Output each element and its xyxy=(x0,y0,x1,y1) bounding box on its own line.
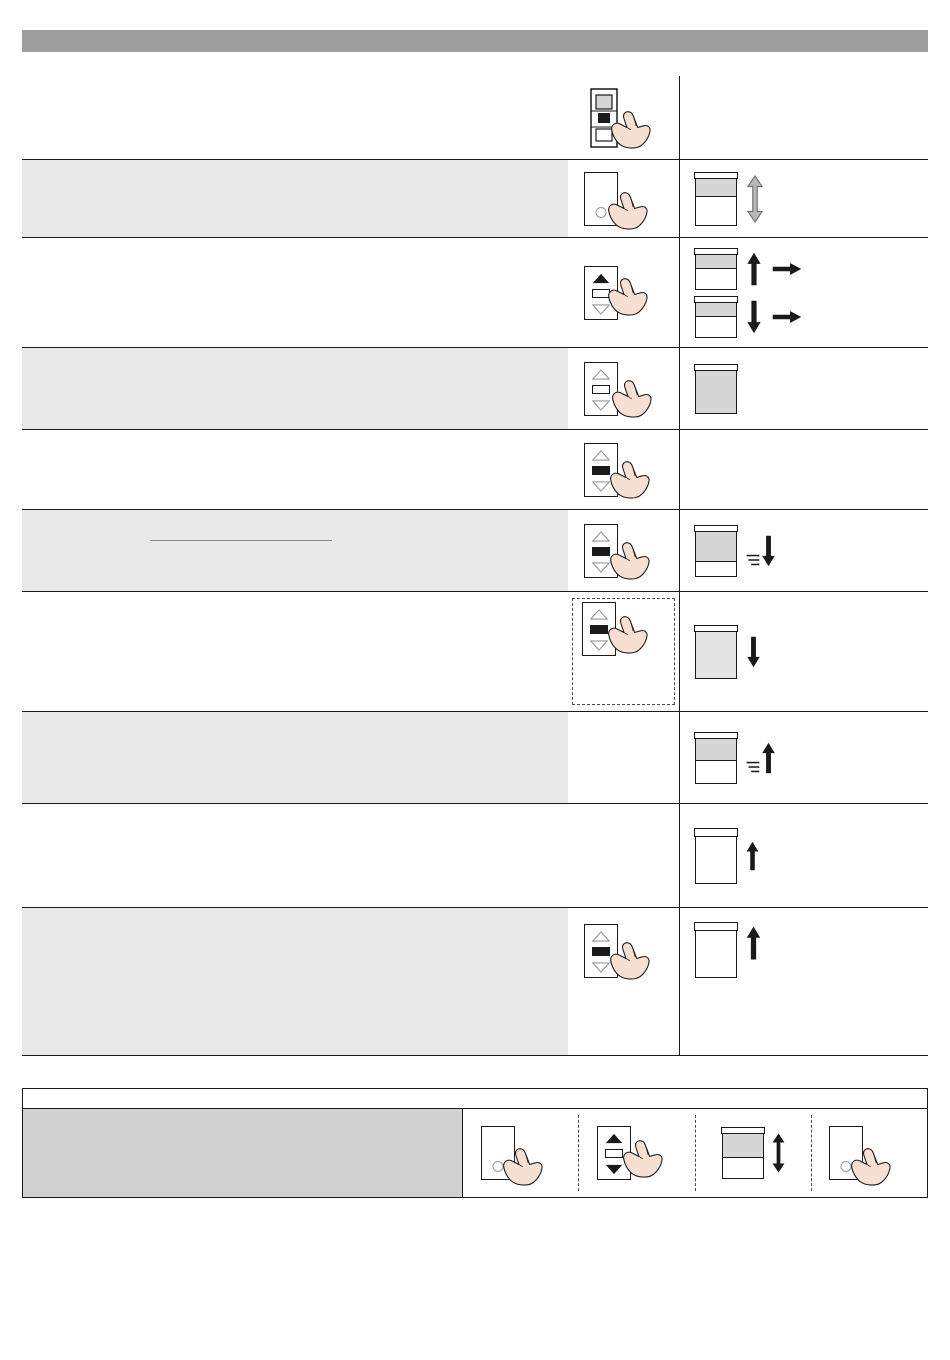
control-graphic xyxy=(568,804,680,907)
hand-pointer-icon xyxy=(606,540,652,580)
shade-headrail xyxy=(721,1127,765,1134)
shade-closed-grey-icon xyxy=(694,364,738,414)
shade-lower-icon xyxy=(694,525,738,577)
shade-half-icon xyxy=(721,1127,765,1179)
table-row xyxy=(22,510,928,592)
shade-fabric xyxy=(695,632,737,679)
shade-open-icon xyxy=(694,922,738,978)
hand-pointer-icon xyxy=(619,1138,665,1178)
shade-half-icon xyxy=(694,172,738,226)
shade-graphic xyxy=(680,348,928,429)
shade-fabric xyxy=(695,371,737,414)
shade-headrail xyxy=(694,525,738,532)
shade-open-light-icon xyxy=(694,625,738,679)
shade-headrail xyxy=(694,828,738,837)
table-row xyxy=(22,908,928,1056)
shade-fabric xyxy=(695,303,737,317)
summary-label xyxy=(23,1109,463,1197)
control-graphic xyxy=(568,908,680,1055)
arrow-down-icon xyxy=(746,636,761,668)
shade-opening xyxy=(695,761,737,784)
shade-opening xyxy=(695,317,737,338)
control-graphic xyxy=(568,76,680,159)
instruction-text xyxy=(22,238,568,347)
table-row xyxy=(22,76,928,160)
shade-graphic xyxy=(680,510,928,591)
shade-fabric xyxy=(722,1134,764,1158)
hand-pointer-icon xyxy=(604,276,650,316)
table-row xyxy=(22,238,928,348)
motion-lines-icon xyxy=(746,760,760,774)
summary-step-3 xyxy=(696,1109,811,1197)
shade-graphic xyxy=(680,908,928,1055)
double-arrow-vertical-icon xyxy=(746,175,764,223)
hand-pointer-icon xyxy=(606,940,652,980)
shade-graphic xyxy=(680,238,928,347)
table-row xyxy=(22,592,928,712)
shade-opening xyxy=(722,1158,764,1179)
hand-pointer-icon xyxy=(499,1146,545,1186)
arrow-up-icon xyxy=(746,252,762,286)
shade-fabric xyxy=(695,179,737,197)
shade-headrail xyxy=(694,296,738,303)
instruction-text xyxy=(22,160,568,237)
summary-table xyxy=(22,1088,928,1198)
table-row xyxy=(22,804,928,908)
control-graphic xyxy=(568,238,680,347)
hand-pointer-icon xyxy=(604,614,650,654)
table-row xyxy=(22,348,928,430)
shade-graphic xyxy=(680,430,928,509)
control-graphic xyxy=(568,592,680,711)
arrow-up-icon xyxy=(746,922,761,964)
shade-graphic xyxy=(680,804,928,907)
shade-graphic xyxy=(680,712,928,803)
instruction-text xyxy=(22,712,568,803)
instruction-text xyxy=(22,804,568,907)
control-graphic xyxy=(568,430,680,509)
shade-pair-up-icon xyxy=(694,248,738,290)
instruction-text xyxy=(22,592,568,711)
hand-pointer-icon xyxy=(607,109,653,149)
underline-rule xyxy=(150,540,332,541)
shade-open-icon xyxy=(694,828,738,884)
shade-graphic xyxy=(680,160,928,237)
arrow-up-icon xyxy=(761,742,776,774)
shade-headrail xyxy=(694,625,738,632)
instruction-text xyxy=(22,430,568,509)
arrow-down-icon xyxy=(761,535,776,567)
instruction-text xyxy=(22,76,568,159)
hand-pointer-icon xyxy=(847,1146,893,1186)
shade-graphic xyxy=(680,76,928,159)
instruction-table xyxy=(22,76,928,1056)
hand-pointer-icon xyxy=(604,190,650,230)
shade-headrail xyxy=(694,172,738,179)
shade-fabric xyxy=(695,739,737,761)
arrow-right-icon xyxy=(772,310,802,324)
summary-header-row xyxy=(23,1089,927,1109)
motion-lines-icon xyxy=(746,553,760,567)
shade-headrail xyxy=(694,922,738,931)
table-row xyxy=(22,712,928,804)
table-row xyxy=(22,160,928,238)
shade-fabric xyxy=(695,532,737,562)
arrow-right-icon xyxy=(772,262,802,276)
control-graphic xyxy=(568,712,680,803)
double-arrow-vertical-icon xyxy=(771,1132,786,1174)
shade-opening xyxy=(695,562,737,577)
shade-headrail xyxy=(694,732,738,739)
hand-pointer-icon xyxy=(608,378,654,418)
header-band xyxy=(22,30,928,52)
summary-step-4 xyxy=(812,1109,927,1197)
shade-headrail xyxy=(694,364,738,371)
control-graphic xyxy=(568,510,680,591)
shade-opening xyxy=(695,197,737,226)
shade-fabric xyxy=(695,255,737,269)
control-graphic xyxy=(568,160,680,237)
hand-pointer-icon xyxy=(606,459,652,499)
shade-opening xyxy=(695,931,737,978)
arrow-down-icon xyxy=(746,300,762,334)
shade-pair-down-icon xyxy=(694,296,738,338)
shade-half-icon xyxy=(694,732,738,784)
control-graphic xyxy=(568,348,680,429)
instruction-text xyxy=(22,348,568,429)
shade-opening xyxy=(695,269,737,290)
table-row xyxy=(22,430,928,510)
summary-step-1 xyxy=(463,1109,578,1197)
shade-graphic xyxy=(680,592,928,711)
instruction-text xyxy=(22,908,568,1055)
shade-opening xyxy=(695,837,737,884)
arrow-up-icon xyxy=(746,836,759,876)
instruction-text xyxy=(22,510,568,591)
summary-body-row xyxy=(23,1109,927,1197)
summary-step-2 xyxy=(579,1109,694,1197)
shade-headrail xyxy=(694,248,738,255)
